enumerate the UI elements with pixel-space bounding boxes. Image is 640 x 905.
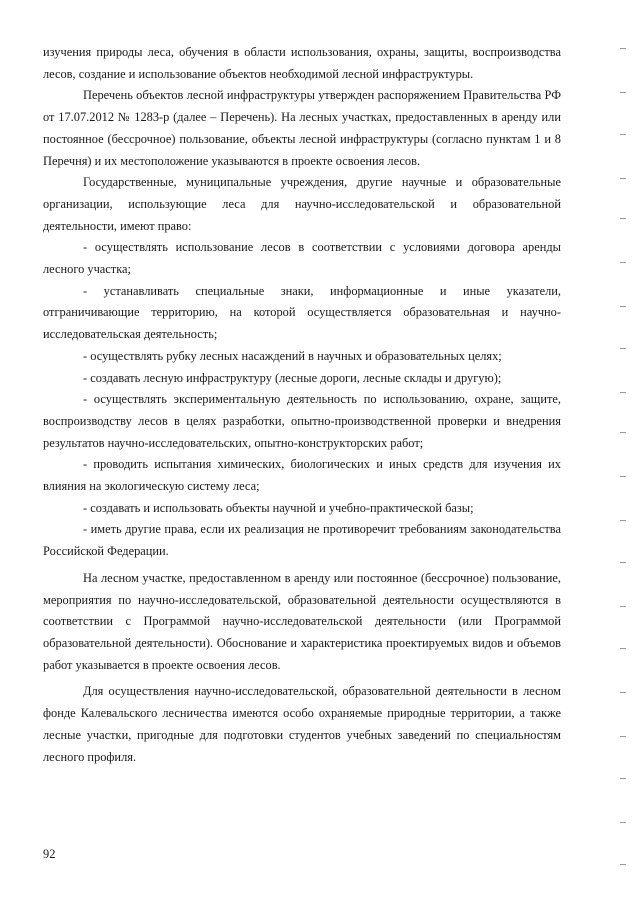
list-item-testing: - проводить испытания химических, биологических и иных средств для изучения их влияния на экологическую систему леса; [43,457,561,494]
scan-edge-mark [620,306,626,307]
scan-edge-mark [620,648,626,649]
list-item-infrastructure: - создавать лесную инфраструктуру (лесные дороги, лесные склады и другую); [83,370,502,385]
page-number: 92 [43,847,56,861]
paragraph-continuation: изучения природы леса, обучения в области использования, охраны, защиты, воспроизводства лесов, создание и использование объектов необходимой лесной инфраструктуры. [43,45,561,81]
scan-edge-mark [620,134,626,135]
list-item-facilities: - создавать и использовать объекты научной и учебно-практической базы; [83,500,474,515]
list-item-logging: - осуществлять рубку лесных насаждений в научных и образовательных целях; [83,348,502,363]
scan-edge-mark [620,476,626,477]
list-item-experiments: - осуществлять экспериментальную деятельность по использованию, охране, защите, воспроизводству лесов в целях разработки, опытно-производственной проверки и внедрения результатов научно-исследовательских, опытно-конструкторских работ; [43,392,561,450]
scan-edge-mark [620,778,626,779]
text-body [43,42,561,768]
scan-edge-mark [620,520,626,521]
scan-edge-mark [620,864,626,865]
scan-edge-mark [620,92,626,93]
list-item-other-rights: - иметь другие права, если их реализация не противоречит требованиям законодательства Российской Федерации. [43,522,561,559]
list-item-signs: - устанавливать специальные знаки, информационные и иные указатели, отграничивающие территорию, на которой осуществляется образовательная и научно-исследовательская деятельность; [43,283,561,342]
list-item-forest-use: - осуществлять использование лесов в соответствии с условиями договора аренды лесного участка; [43,240,561,277]
paragraph-program: На лесном участке, предоставленном в аренду или постоянное (бессрочное) пользование, мероприятия по научно-исследовательской, образовательной деятельности осуществляются в соответствии с Программой научно-исследовательской деятельности (или Программой образовательной деятельности). Обоснование и характеристика проектируемых видов и объемов работ указывается в проекте освоения лесов. [43,570,561,672]
paragraph-protected-areas: Для осуществления научно-исследовательской, образовательной деятельности в лесном фонде Калевальского лесничества имеются особо охраняемые природные территории, а также лесные участки, пригодные для подготовки студентов учебных заведений по специальностям лесного профиля. [43,684,561,764]
scan-edge-mark [620,392,626,393]
scan-edge-mark [620,562,626,563]
scan-edge-mark [620,348,626,349]
scan-edge-mark [620,178,626,179]
scan-edge-mark [620,606,626,607]
scan-edge-mark [620,822,626,823]
scan-edge-mark [620,432,626,433]
paragraph-infrastructure-list: Перечень объектов лесной инфраструктуры утвержден распоряжением Правительства РФ от 17.07.2012 № 1283-р (далее – Перечень). На лесных участках, предоставленных в аренду или постоянное (бессрочное) пользование, объекты лесной инфраструктуры (согласно пунктам 1 и 8 Перечня) и их местоположение указываются в проекте освоения лесов. [43,88,561,168]
scan-edge-mark [620,692,626,693]
scan-edge-mark [620,218,626,219]
scan-edge-mark [620,736,626,737]
scan-edge-mark [620,48,626,49]
scan-edge-mark [620,262,626,263]
paragraph-rights-intro: Государственные, муниципальные учреждения, другие научные и образовательные организации, использующие леса для научно-исследовательской и образовательной деятельности, имеют право: [43,175,561,233]
